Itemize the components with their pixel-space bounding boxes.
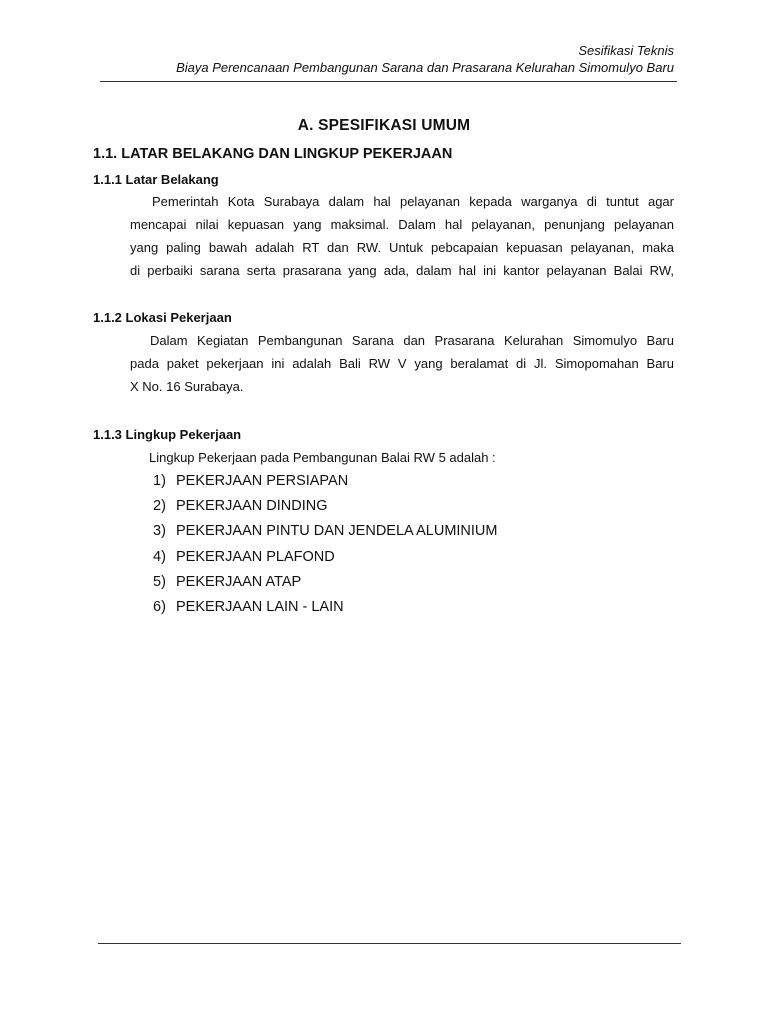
paragraph-line: pada paket pekerjaan ini adalah Bali RW V yang beralamat di Jl. Simopomahan Baru [130,356,674,371]
header-subtitle: Biaya Perencanaan Pembangunan Sarana dan Prasarana Kelurahan Simomulyo Baru [176,60,674,75]
list-text: PEKERJAAN PERSIAPAN [176,473,349,489]
page-header [176,42,674,76]
lingkup-intro: Lingkup Pekerjaan pada Pembangunan Balai RW 5 adalah : [149,450,496,465]
heading-latar-belakang-lingkup: 1.1. LATAR BELAKANG DAN LINGKUP PEKERJAAN [93,146,453,162]
list-number: 2) [153,498,166,515]
list-number: 3) [153,523,166,540]
paragraph-line: di perbaiki sarana serta prasarana yang ada, dalam hal ini kantor pelayanan Balai RW, [130,263,674,278]
list-text: PEKERJAAN PINTU DAN JENDELA ALUMINIUM [176,523,498,540]
list-item [153,497,498,522]
list-text: PEKERJAAN PLAFOND [176,548,335,565]
footer-divider [98,943,681,944]
list-item [153,598,498,623]
lingkup-list [153,472,498,623]
section-title: A. SPESIFIKASI UMUM [297,117,471,134]
paragraph-line: X No. 16 Surabaya. [130,379,244,394]
header-divider [100,81,677,82]
paragraph-latar-belakang [130,190,674,282]
list-text: PEKERJAAN DINDING [176,498,328,515]
heading-latar-belakang: 1.1.1 Latar Belakang [93,172,219,187]
list-text: PEKERJAAN ATAP [176,573,302,590]
list-text: PEKERJAAN LAIN - LAIN [176,598,344,615]
paragraph-line: mencapai nilai kepuasan yang maksimal. Dalam hal pelayanan, penunjang pelayanan [130,217,674,232]
heading-lingkup-pekerjaan: 1.1.3 Lingkup Pekerjaan [93,427,242,442]
list-number: 5) [153,573,166,590]
paragraph-line: Pemerintah Kota Surabaya dalam hal pelayanan kepada warganya di tuntut agar [152,194,674,209]
header-title: Sesifikasi Teknis [578,43,674,58]
list-number: 1) [153,473,166,489]
paragraph-line: yang paling bawah adalah RT dan RW. Untuk pebcapaian kepuasan pelayanan, maka [130,240,674,255]
paragraph-line: Dalam Kegiatan Pembangunan Sarana dan Prasarana Kelurahan Simomulyo Baru [150,333,674,348]
heading-lokasi-pekerjaan: 1.1.2 Lokasi Pekerjaan [93,310,232,325]
list-item [153,522,498,547]
list-item [153,573,498,598]
list-item [153,548,498,573]
list-item [153,472,498,497]
paragraph-lokasi-pekerjaan [130,329,674,398]
list-number: 6) [153,598,166,615]
list-number: 4) [153,548,166,565]
